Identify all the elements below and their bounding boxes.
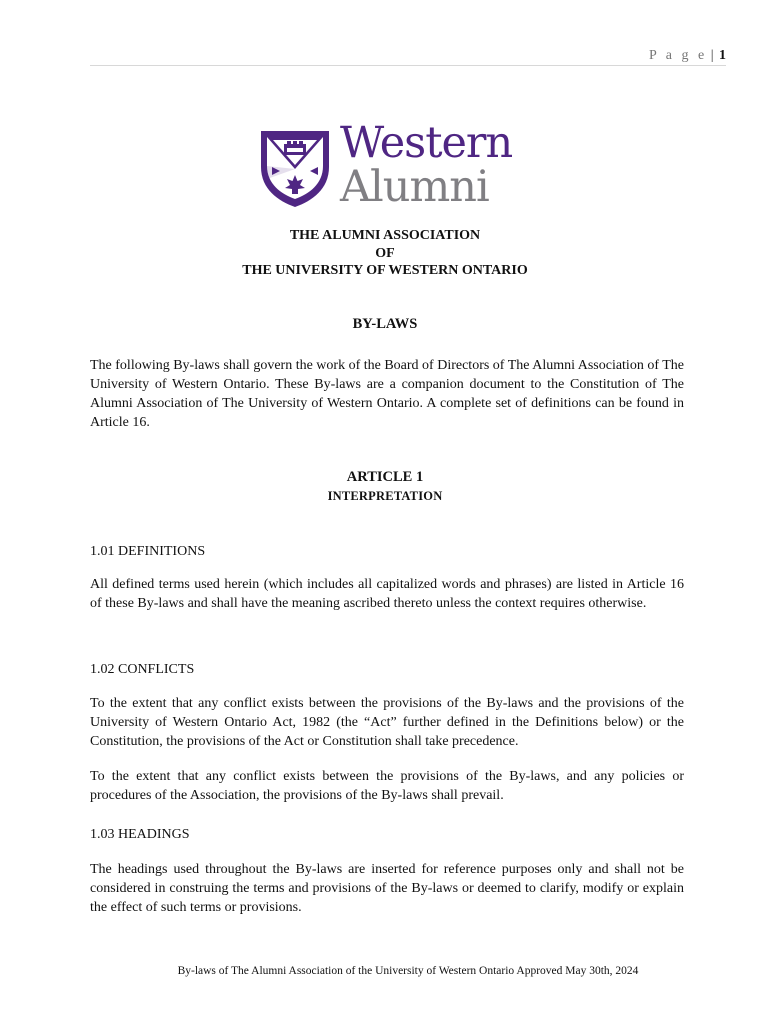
document-title	[90, 227, 680, 280]
intro-paragraph: The following By-laws shall govern the work of the Board of Directors of The Alumni Association of The University of Western Ontario. These By-laws are a companion document to the Constitution of The Alumni Association of The University of Western Ontario. A complete set of definitions can be found in Article 16.	[90, 358, 684, 430]
logo-word-western: Western	[340, 118, 513, 168]
page-header	[90, 47, 726, 66]
definitions-paragraph: All defined terms used herein (which includes all capitalized words and phrases) are listed in Article 16 of these By-laws and shall have the meaning ascribed thereto unless the context requires otherwise.	[90, 577, 684, 611]
title-line-1: THE ALUMNI ASSOCIATION	[289, 228, 481, 243]
page-number: 1	[719, 48, 726, 63]
western-alumni-logo	[258, 118, 520, 217]
logo-wordmark	[340, 118, 530, 212]
section-heading-definitions: 1.01 DEFINITIONS	[90, 544, 206, 559]
western-crest-icon	[258, 127, 332, 209]
page-footer: By-laws of The Alumni Association of the University of Western Ontario Approved May 30th, 2024	[177, 965, 639, 977]
article-subheading: INTERPRETATION	[327, 489, 443, 503]
section-heading-conflicts: 1.02 CONFLICTS	[90, 662, 195, 677]
section-heading-headings: 1.03 HEADINGS	[90, 827, 190, 842]
bylaws-heading: BY-LAWS	[352, 316, 418, 332]
title-line-2: OF	[375, 245, 395, 261]
logo-word-alumni: Alumni	[340, 162, 489, 212]
page-label: P a g e	[648, 48, 708, 63]
conflicts-paragraph-2: To the extent that any conflict exists between the provisions of the By-laws, and any policies or procedures of the Association, the provisions of the By-laws shall prevail.	[90, 769, 684, 803]
page-separator: |	[710, 48, 714, 63]
headings-paragraph: The headings used throughout the By-laws are inserted for reference purposes only and shall not be considered in construing the terms and provisions of the By-laws or deemed to clarify, modify or explain the effect of such terms or provisions.	[90, 862, 684, 915]
conflicts-paragraph-1: To the extent that any conflict exists between the provisions of the By-laws and the provisions of the University of Western Ontario Act, 1982 (the “Act” further defined in the Definitions below) or the Constitution, the provisions of the Act or Constitution shall take precedence.	[90, 696, 684, 749]
title-line-3: THE UNIVERSITY OF WESTERN ONTARIO	[242, 263, 528, 278]
article-heading: ARTICLE 1	[346, 469, 424, 485]
